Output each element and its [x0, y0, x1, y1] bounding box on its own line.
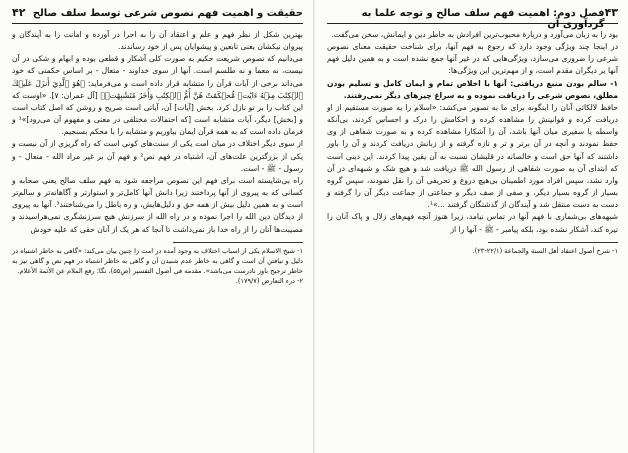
paragraph: شبهه‌های بی‌شماری با فهم آنها در تماس نیامد، زیرا هنوز آنچه فهم‌های زلال و پاک آنان را تیره کند، آشکار نشده بود، بلکه پیامبر - ﷺ - آنها را از: [327, 212, 618, 234]
right-page-header: [327, 6, 618, 30]
left-header-rule: [12, 23, 303, 24]
right-page-body: [327, 29, 618, 236]
paragraph: از سوی دیگر اختلاف در میان امت یکی از سنت‌های کونی است که راه گریزی از آن نیست و یکی از بزرگترین علت‌های آن، اشتباه در فهم نص² و فهم آن بر غیر مراد الله - متعال - و رسول - ﷺ - است.: [12, 139, 303, 173]
footnote-separator: [488, 242, 618, 243]
right-footnotes: [327, 246, 618, 256]
left-page-number: ۴۲: [12, 6, 26, 19]
footnote: ۱- شیخ الاسلام یکی از اسباب اختلاف به وجود آمده در امت را چنین بیان می‌کند: «گاهی به خاطر اشتباه در دلیل و نیافتن آن است و گاهی به خاطر عدم شنیدن آن و گاهی به خاطر اشتباه در فهم نص و گاهی نیز به خاطر ترجیح باور نادرست می‌باشد». مقدمه فی أصول التفسیر (ص۵۵)، نگا: رفع الملام عن الأئمة الأعلام.: [12, 246, 303, 275]
paragraph: راه بی‌شایسته است برای فهم این نصوص مراجعه شود به فهم سلف صالح یعنی صحابه و کسانی که به پیروی از آنها پرداختند زیرا دانش آنها کامل‌تر و استوارتر و آگاهانه‌تر و سالم‌تر است و به همین دلیل بیش از همه حق و دلیل‌هایش، و ره باطل را می‌شناختند³. آنها به پیروی از دیدگان دین الله را اجرا نموده و در راه الله از سرزنش هیچ سرزنشگری نمی‌هراسیدند و مصیبت‌ها آنان را از راه خدا باز نمی‌داشت تا آنجا که هر یک از آنان حقی که علیه خودش: [12, 175, 303, 234]
paragraph: در اینجا چند ویژگی وجود دارد که رجوع به فهم آنها، برای شناخت حقیقت معنای نصوص شرعی را ضروری می‌سازد، ویژگی‌هایی که در غیر آنها جمع نشده است و به همین دلیل فهم آنها بر دیگران مقدم است، و از مهم‌ترین این ویژگی‌ها:: [327, 42, 618, 76]
right-page: [315, 0, 628, 453]
footnote: ۲- درء التعارض (۱۷۹/۷).: [235, 276, 303, 285]
paragraph: بهترین شکل از نظر فهم و علم و اعتقاد آن را به اجرا در آورده و امانت را به آیندگان و پیروان نیکشان یعنی تابعین و پیشوایان پس از خود رساندند.: [12, 30, 303, 52]
footnote: ۱- شرح أصول اعتقاد أهل السنة والجماعة (۲۲/۱-۲۳).: [472, 246, 618, 255]
left-page-body: [12, 29, 303, 236]
left-page-header: [12, 6, 303, 20]
left-footnotes: [12, 246, 303, 286]
paragraph: ۱- سالم بودن منبع دریافتی: آنها با اخلاص تمام و ایمان کامل و تسلیم بودن مطلق، نصوص شرعی را دریافت نموده و به سراغ چیزهای دیگر نمی‌رفتند.: [327, 78, 618, 100]
paragraph: حافظ لالکائی آنان را اینگونه برای ما به تصویر می‌کشد: «اسلام را به صورت مستقیم از او دریافت کرده و قوانینش را مشاهده کرده و احکامش را درک و احساس کردند، بی‌آنکه واسطه یا سفیری میان آنها باشد، آن را آشکارا مشاهده کرده و به صورت شفاهی از وی حفظ نمودند و آنچه در آن برتر و تر و تازه گرفته و از زبانش دریافت کردند و آن را باور داشتند که آنها حق است و خالصانه در قلبشان نسبت به آن یقین پیدا کردند. این دینی است که ابتدای آن به صورت شفاهی از رسول الله ﷺ دریافت شد و هیچ شک و شبهه‌ای در آن وارد نشد، سپس افراد مورد اطمینان بی‌هیچ دروغ و تحریفی آن را نقل نمودند، سپس گروه بسیار از گروه بسیار دیگر، و صفی از صف دیگر و جماعتی از جماعت دیگر آن را گرفته و دست به دست منتقل شد و آیندگان از گذشتگان گرفتند ...»¹.: [327, 102, 618, 210]
left-page: [0, 0, 313, 453]
footnote-separator: [173, 242, 303, 243]
right-page-number: ۴۳: [604, 6, 618, 19]
paragraph: بود را به زبان می‌آورد و دربارهٔ محبوب‌ترین افرادش به خاطر دین و ایمانش، سخن می‌گفت.: [331, 30, 618, 39]
right-header-title: فصل دوم: اهمیت فهم سلف صالح و توجه علما به گردآوری آن: [361, 8, 605, 30]
paragraph: می‌دانیم که نصوص شریعت حکیم به صورت کلی آشکار و قطعی بوده و ابهام و شکی در آن نیست، نه معما و نه طلسم است. آنها از سوی خداوند - متعال - بر اساس حکمتی که خود می‌داند برخی از آیات قرآن را متشابه قرار داده است و می‌فرماید: ﴿هُوَ ٱلَّذِيٓ أَنزَلَ عَلَيۡكَ ٱلۡكِتَٰبَ مِنۡهُ ءَايَٰتٞ مُّحۡكَمَٰتٌ هُنَّ أُمُّ ٱلۡكِتَٰبِ وَأُخَرُ مُتَشَٰبِهَٰتٞ﴾ [آل عمران: ۷]. «اوست که این کتاب را بر تو نازل کرد. بخش [آیات] آن، آیاتی است صریح و روشن که اصل کتاب است و [بخش] دیگر، آیات متشابه است [که احتمالات مختلفی در معنی و مفهوم آن می‌رود]»¹ و فرمان داده است که به همه قرآن ایمان بیاوریم و متشابه را با محکم بسنجیم.: [12, 54, 303, 137]
left-header-title: حقیقت و اهمیت فهم نصوص شرعی توسط سلف صالح: [32, 8, 303, 19]
